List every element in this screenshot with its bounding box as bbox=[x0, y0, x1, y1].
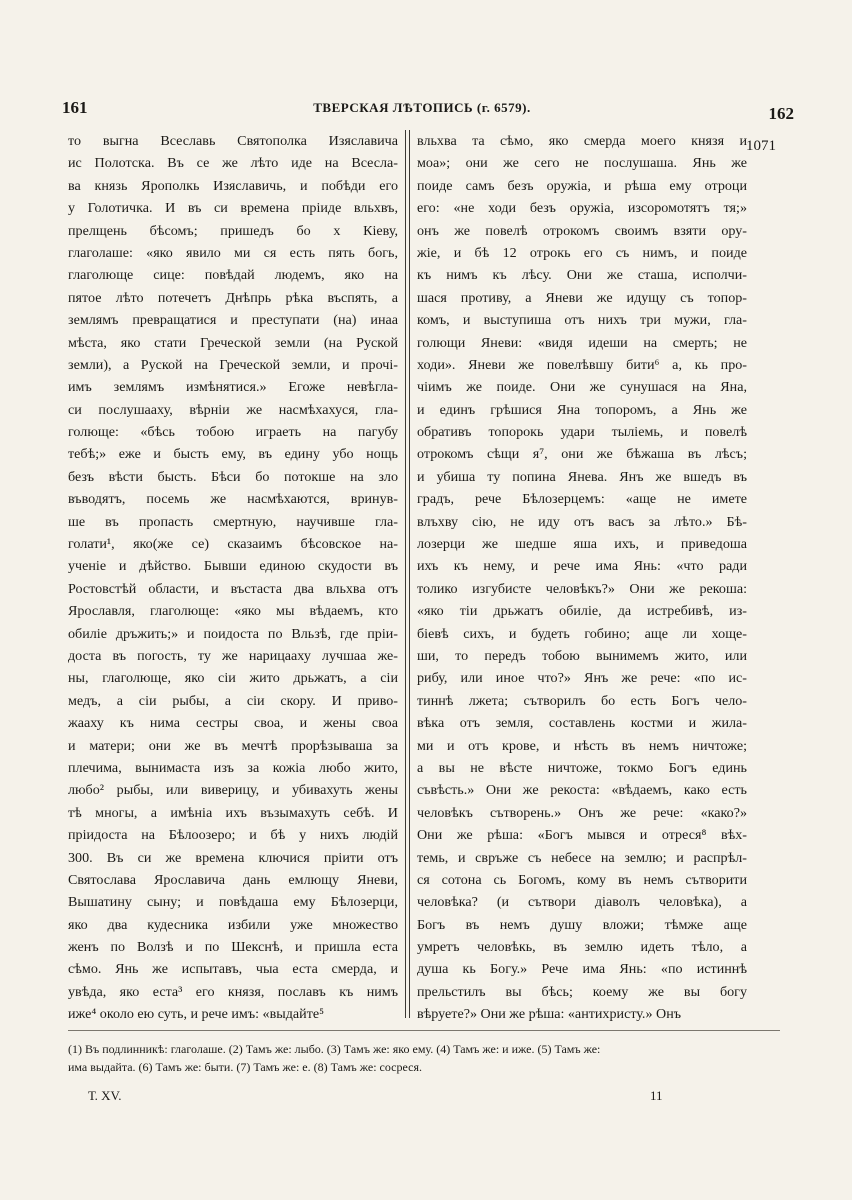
text-line: то выгна Всеславь Святополка Изяславича bbox=[68, 133, 398, 149]
text-line: біевѣ сихъ, и будеть гобино; аще ли хоще- bbox=[417, 625, 747, 642]
footnote-line: (1) Въ подлинникѣ: глаголаше. (2) Тамъ же: лыбо. (3) Тамъ же: яко ему. (4) Тамъ же: и иже. (5) Тамъ же: bbox=[68, 1042, 601, 1056]
page-number-left: 161 bbox=[62, 98, 88, 117]
text-line: Ярославля, глаголюще: «яко мы вѣдаемъ, кто bbox=[68, 603, 398, 620]
text-line: прельстилъ вы бѣсь; коему же вы богу bbox=[417, 983, 747, 1000]
text-line: къ нимъ къ лѣсу. Они же сташа, исполчи- bbox=[417, 267, 747, 284]
text-line: ва князь Ярополкь Изяславичь, и побѣди его bbox=[68, 177, 398, 194]
text-line: Вышатину сыну; и повѣдаша ему Бѣлозерци, bbox=[68, 894, 398, 911]
text-line: глаголаше: «яко явило ми ся есть пять богь, bbox=[68, 244, 398, 261]
text-line: любо² рыбы, или виверицу, и убивахуть жены bbox=[68, 782, 398, 799]
text-line: 300. Въ си же времена ключися пріити отъ bbox=[68, 849, 398, 866]
text-line: имъ землямъ измѣнятися.» Егоже невѣгла- bbox=[68, 379, 398, 396]
text-line: яко два кудесника избили уже множество bbox=[68, 916, 398, 933]
text-line: вльхва та сѣмо, яко смерда моего князя и bbox=[417, 133, 747, 149]
text-line: рибу, или иное что?» Янъ же рече: «по ис- bbox=[417, 670, 747, 687]
text-line: и единъ грѣшися Яна топоромъ, а Янь же bbox=[417, 401, 747, 418]
text-line: жіе, и бѣ 12 отрокь его съ нимъ, и поиде bbox=[417, 244, 747, 261]
text-line: безъ вѣсти бысть. Бѣси бо потокше на зло bbox=[68, 468, 398, 485]
text-line: глаголюще сице: повѣдай людемъ, яко на bbox=[68, 267, 398, 284]
text-line: отрокомъ сѣщи я⁷, они же бѣжаша въ лѣсъ; bbox=[417, 446, 747, 463]
text-line: съвѣсть.» Они же рекоста: «вѣдаемъ, како есть bbox=[417, 782, 747, 799]
text-line: женъ по Волзѣ и по Шекснѣ, и пришла еста bbox=[68, 939, 398, 956]
text-line: голати¹, яко(же се) сказаимъ бѣсовское на- bbox=[68, 536, 398, 553]
text-line: тиннѣ лжета; сътворилъ бо есть Богъ чело- bbox=[417, 692, 747, 709]
text-line: а вы не вѣсте ничтоже, токмо Богъ единь bbox=[417, 759, 747, 776]
text-line: ихъ къ нему, и рече има Янь: «что ради bbox=[417, 558, 747, 575]
text-columns bbox=[68, 130, 780, 1023]
footnote-line: има выдайта. (6) Тамъ же: быти. (7) Тамъ же: е. (8) Тамъ же: сосреся. bbox=[68, 1060, 422, 1074]
text-line: земли), а Руской на Греческой земли, и прочі- bbox=[68, 356, 398, 373]
page-number-right: 162 bbox=[768, 104, 794, 123]
text-line: душа кь Богу.» Рече има Янь: «по истиннѣ bbox=[417, 961, 747, 978]
right-column bbox=[417, 130, 747, 1026]
text-line: въводятъ, посемь же насмѣхаются, вринув- bbox=[68, 491, 398, 508]
text-line: землямъ превращатися и преступати (на) инаа bbox=[68, 312, 398, 329]
volume-signature: Т. XV. bbox=[88, 1088, 122, 1103]
text-line: градъ, рече Бѣлозерцемъ: «аще не имете bbox=[417, 491, 747, 508]
column-divider bbox=[405, 130, 406, 1018]
text-line: обративъ топорокь удари тыліемь, и повелѣ bbox=[417, 424, 747, 441]
text-line: Ростовстѣй области, и въстаста два вльхва отъ bbox=[68, 580, 398, 597]
text-line: лозерци же шедше яша ихъ, и приведоша bbox=[417, 536, 747, 553]
text-line: увѣда, яко еста³ его князя, пославъ къ нимъ bbox=[68, 983, 398, 1000]
text-line: медъ, а сіи рыбы, а сіи скору. И приво- bbox=[68, 692, 398, 709]
text-line: человѣка? (и сътвори діаволъ человѣка), а bbox=[417, 894, 747, 911]
text-line: мѣста, яко стати Греческой земли (на Руской bbox=[68, 334, 398, 351]
margin-year: 1071 bbox=[746, 138, 776, 154]
text-line: комъ, и выступиша отъ нихъ три мужи, гла- bbox=[417, 312, 747, 329]
text-line: поиде самъ безъ оружіа, и рѣша ему отроци bbox=[417, 177, 747, 194]
text-line: вѣка отъ земля, составлень костми и жила- bbox=[417, 715, 747, 732]
text-line: тебѣ;» еже и бысть ему, въ едину убо нощь bbox=[68, 446, 398, 463]
left-column bbox=[68, 130, 398, 1026]
text-line: у Голотичка. И въ си времена пріиде вльхвъ, bbox=[68, 200, 398, 217]
text-line: темь, и свръже съ небесе на землю; и распрѣл- bbox=[417, 849, 747, 866]
text-line: чіимъ же поиде. Они же сунушася на Яна, bbox=[417, 379, 747, 396]
column-divider bbox=[409, 130, 410, 1018]
footnotes bbox=[68, 1040, 780, 1076]
text-line: шася противу, а Яневи же идущу съ топор- bbox=[417, 289, 747, 306]
text-line: Святослава Ярославича дань емлющу Яневи, bbox=[68, 871, 398, 888]
text-line: голющи Яневи: «видя идеши на смерть; не bbox=[417, 334, 747, 351]
text-line: пріидоста на Бѣлоозеро; и бѣ у нихъ людій bbox=[68, 827, 398, 844]
text-line: Они же рѣша: «Богъ мывся и отреся⁸ вѣх- bbox=[417, 827, 747, 844]
text-line: си послушааху, вѣрніи же насмѣхахуся, гла- bbox=[68, 401, 398, 418]
text-line: иже⁴ около ею суть, и рече имъ: «выдайте⁵ bbox=[68, 1006, 325, 1023]
text-line: пятое лѣто потечетъ Днѣпрь рѣка въспять, а bbox=[68, 289, 398, 306]
text-line: ны, глаголюще, яко сіи жито дрьжатъ, а сіи bbox=[68, 670, 398, 687]
text-line: ся сотона сь Богомъ, кому въ немъ сътворити bbox=[417, 871, 747, 888]
text-line: и убиша ту попина Янева. Янъ же вшедъ въ bbox=[417, 468, 747, 485]
text-line: вѣруете?» Они же рѣша: «антихристу.» Онъ bbox=[417, 1006, 682, 1023]
text-line: жааху къ нима сестры своа, и жены своа bbox=[68, 715, 398, 732]
text-line: ши, то передъ тобою вынимемъ жито, или bbox=[417, 647, 747, 664]
text-line: ше въ пропасть смертную, научивше гла- bbox=[68, 513, 398, 530]
text-line: Богъ въ немъ душу вложи; тѣмже аще bbox=[417, 916, 747, 933]
text-line: ученіе и дѣйство. Бывши единою скудости въ bbox=[68, 558, 398, 575]
text-line: сѣмо. Янь же испытавъ, чыа еста смерда, и bbox=[68, 961, 398, 978]
text-line: прелщень бѣсомъ; пришедъ бо х Кіеву, bbox=[68, 222, 398, 239]
text-line: онъ же повелѣ отрокомъ своимъ взяти ору- bbox=[417, 222, 747, 239]
text-line: ходи». Яневи же повелѣвшу бити⁶ а, кь про- bbox=[417, 356, 747, 373]
text-line: человѣкъ сътворень.» Онъ же рече: «како?» bbox=[417, 804, 747, 821]
running-title: ТВЕРСКАЯ ЛѢТОПИСЬ (г. 6579). bbox=[313, 100, 531, 115]
text-line: ми и отъ крове, и нѣсть въ немъ ничтоже; bbox=[417, 737, 747, 754]
text-line: «яко тіи дрьжатъ обиліе, да истребивѣ, из- bbox=[417, 603, 747, 620]
text-line: умретъ человѣкь, въ землю идеть тѣло, а bbox=[417, 939, 747, 956]
text-line: моа»; они же сего не послушаша. Янь же bbox=[417, 155, 747, 172]
text-line: его: «не ходи безъ оружіа, изсоромотятъ тя;» bbox=[417, 200, 747, 217]
text-line: тѣ многы, а имѣніа ихъ възымахуть себѣ. И bbox=[68, 804, 398, 821]
text-line: плечима, вынимаста изъ за кожіа любо жито, bbox=[68, 759, 398, 776]
text-line: и матери; они же въ мечтѣ прорѣзываша за bbox=[68, 737, 398, 754]
text-line: обиліе дръжить;» и поидоста по Вльзѣ, где пріи- bbox=[68, 625, 398, 642]
text-line: толико изгубисте человѣкъ?» Они же рекоша: bbox=[417, 580, 747, 597]
text-line: ис Полотска. Въ се же лѣто иде на Всесла- bbox=[68, 155, 398, 172]
text-line: голюще: «бѣсь тобою играеть на пагубу bbox=[68, 424, 398, 441]
page-header bbox=[62, 96, 794, 123]
text-line: доста въ погость, ту же нарицааху лучшаа же- bbox=[68, 647, 398, 664]
footnote-rule bbox=[68, 1030, 780, 1031]
sheet-signature: 11 bbox=[650, 1088, 663, 1103]
text-line: влъхву сію, не иду отъ васъ за лѣто.» Бѣ- bbox=[417, 513, 747, 530]
